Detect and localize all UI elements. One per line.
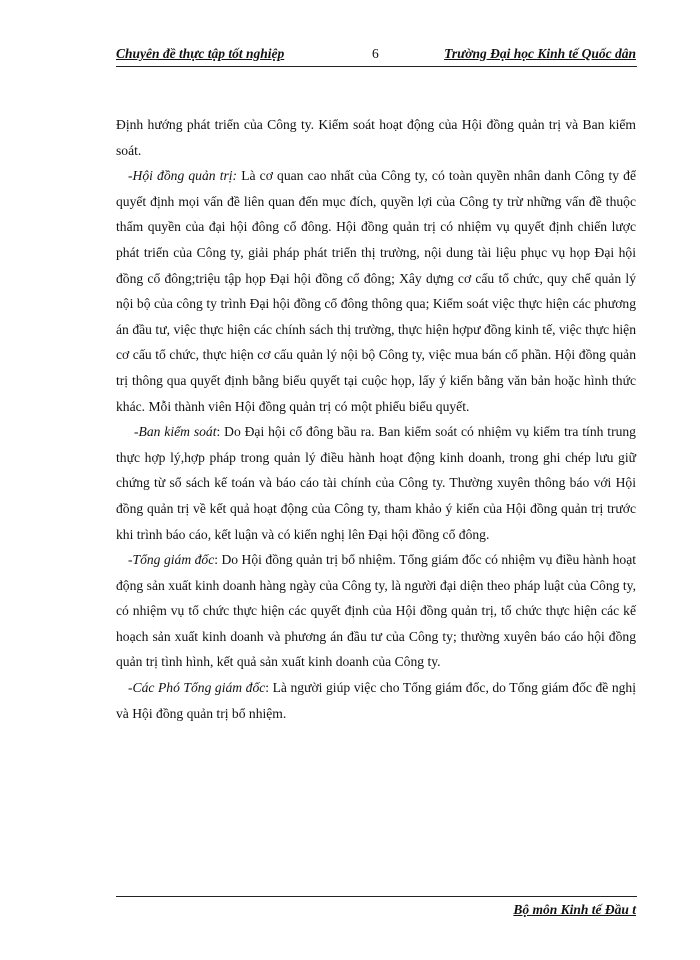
paragraph-text: Là cơ quan cao nhất của Công ty, có toàn quyền nhân danh Công ty để quyết định mọi vấn đề liên quan đến mục đích, quyền lợi của Công ty trừ những vấn đề thuộc thẩm quyền của đại hội đông cổ đông. Hội đồng quản trị có nhiệm vụ quyết định chiến lược phát triển của Công ty, giải pháp phát triển thị trường, nội dung tài liệu phục vụ họp Đại hội đồng cổ đông;triệu tập họp Đại hội đồng cổ đông; Xây dựng cơ cấu tổ chức, quy chế quản lý nội bộ của công ty trình Đại hội đồng cổ đông thông qua; Kiểm soát việc thực hiện các phương án đầu tư, việc thực hiện các chính sách thị trường, thực hiện hợpư đồng kinh tế, việc thực hiện cơ cấu tổ chức, thực hiện cơ cấu quản lý nội bộ Công ty, việc mua bán cổ phần. Hội đồng quản trị thông qua quyết định bằng biểu quyết tại cuộc họp, lấy ý kiến bằng văn bản hoặc hình thức khác. Mỗi thành viên Hội đồng quản trị có một phiếu biểu quyết. <box>116 168 637 414</box>
paragraph-lead: -Các Phó Tổng giám đốc <box>128 680 266 696</box>
paragraph-hoi-dong-quan-tri <box>116 163 636 419</box>
paragraph-text: Định hướng phát triển của Công ty. Kiểm soát hoạt động của Hội đồng quản trị và Ban kiểm soát. <box>116 117 636 158</box>
paragraph-lead: -Hội đồng quản trị: <box>128 168 238 184</box>
header-divider <box>116 66 637 67</box>
page-number: 6 <box>372 46 379 61</box>
paragraph-pho-tong-giam-doc <box>116 675 636 726</box>
paragraph-tong-giam-doc <box>116 547 636 675</box>
page-header <box>116 46 636 66</box>
paragraph-lead: -Ban kiểm soát <box>134 424 217 440</box>
paragraph-ban-kiem-soat <box>116 419 636 547</box>
paragraph-text: : Là người giúp việc cho Tổng giám đốc, do Tổng giám đốc đề nghị và Hội đồng quản trị bổ nhiệm. <box>116 680 636 721</box>
document-body <box>116 112 636 726</box>
footer-divider <box>116 896 637 897</box>
paragraph-text: : Do Đại hội cổ đông bầu ra. Ban kiểm soát có nhiệm vụ kiểm tra tính trung thực hợp lý,hợp pháp trong quản lý điều hành hoạt động kinh doanh, trong ghi chép lưu giữ chứng từ sổ sách kế toán và báo cáo tài chính của Công ty. Thường xuyên thông báo với Hội đồng quản trị về kết quả hoạt động của Công ty, tham khảo ý kiến của Hội đồng quản trị trước khi trình báo cáo, kết luận và có kiến nghị lên Đại hội đồng cổ đông. <box>116 424 636 542</box>
paragraph-intro <box>116 112 636 163</box>
page-footer: Bộ môn Kinh tế Đầu t <box>513 902 636 917</box>
paragraph-text: : Do Hội đồng quản trị bổ nhiệm. Tổng giám đốc có nhiệm vụ điều hành hoạt động sản xuất kinh doanh hàng ngày của Công ty, là người đại diện theo pháp luật của Công ty, có nhiệm vụ tổ chức thực hiện các quyết định của Hội đồng quản trị, tổ chức thực hiện các kế hoạch sản xuất kinh doanh và phương án đầu tư của Công ty; thường xuyên báo cáo hội đồng quản trị tình hình, kết quả sản xuất kinh doanh của Công ty. <box>116 552 636 670</box>
paragraph-lead: -Tổng giám đốc <box>128 552 215 568</box>
header-thesis-title: Chuyên đề thực tập tốt nghiệp <box>116 46 285 61</box>
header-university: Trường Đại học Kinh tế Quốc dân <box>444 46 636 61</box>
